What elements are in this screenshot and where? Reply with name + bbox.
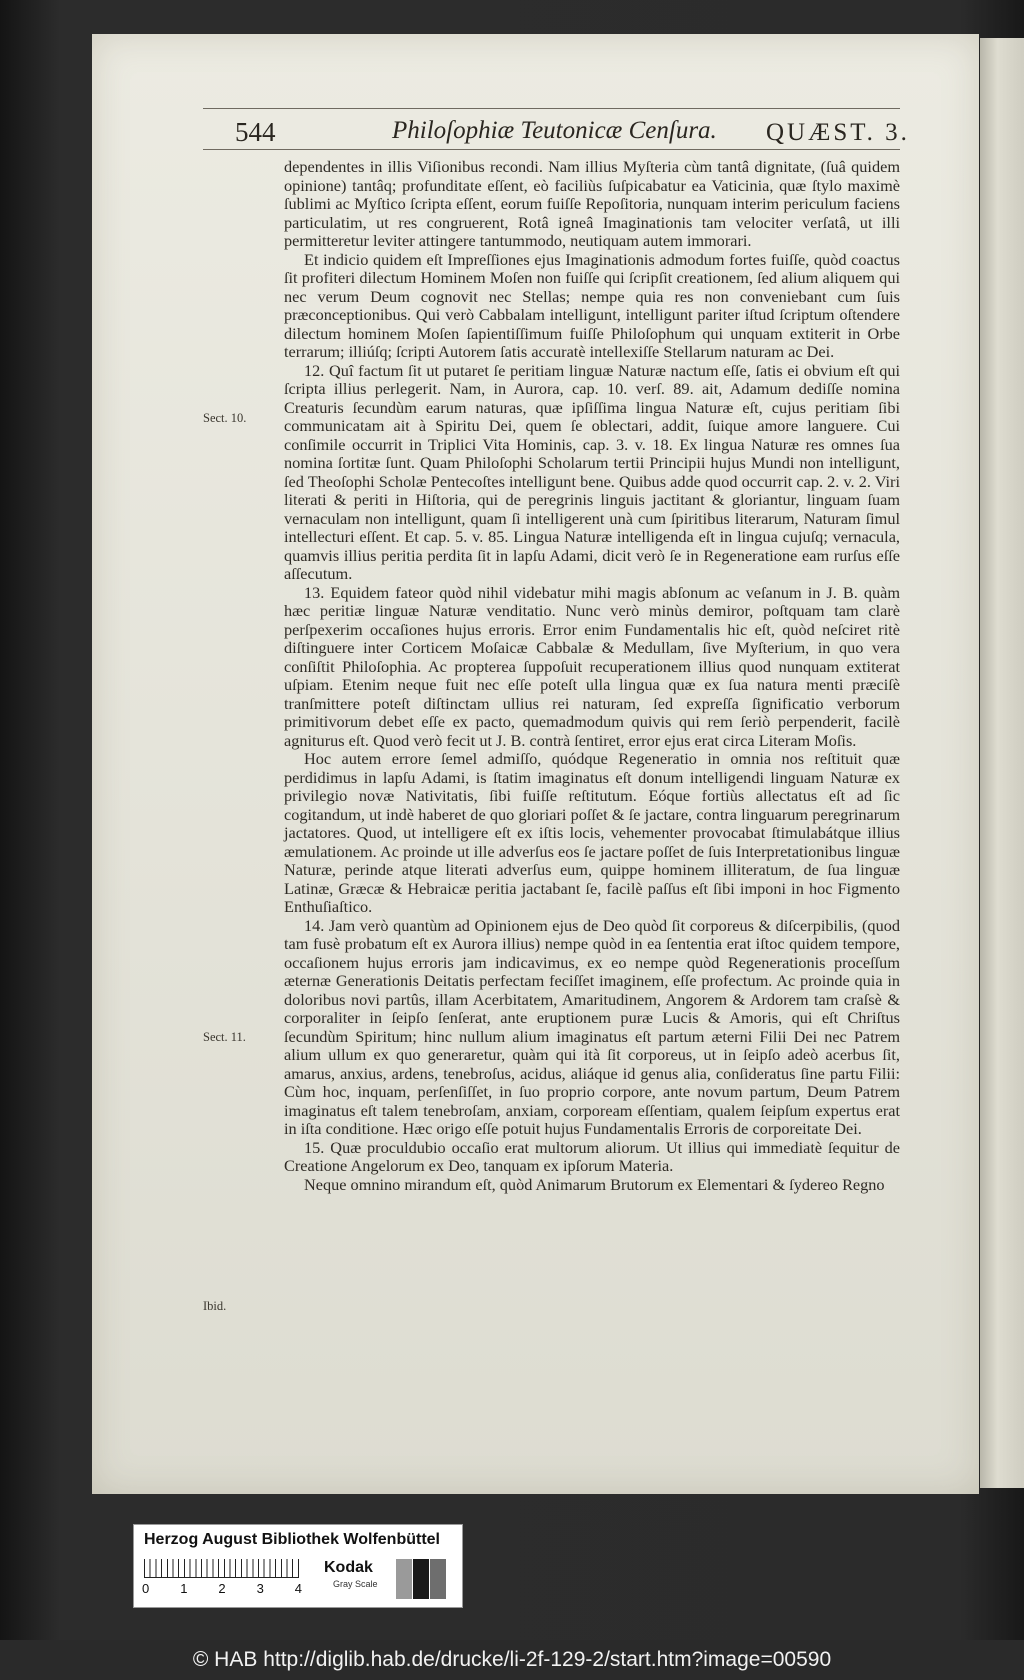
body-text	[284, 158, 900, 1194]
paragraph-impressiones: Et indicio quidem eſt Impreſſiones ejus Imaginationis admodum fortes fuiſſe, quòd coactus ſit profiteri dilectum Hominem Moſen non fuiſſe qui ſcripſit creationem, ſed alium aliquem qui nec verum Deum cognovit nec Stellas; nempe quia res non conveniebant cum ſuis præconceptionibus. Qui verò Cabbalam intelligunt, intelligunt pariter iſtud ſcriptum oſtendere dilectum hominem Moſen ſapientiſſimum fuiſſe Philoſophum qui unquam extiterit in Orbe terrarum; illiúſq; ſcripti Autorem ſatis accuratè intellexiſſe Stellarum naturam ac Dei.	[284, 249, 900, 361]
paragraph-continuation: dependentes in illis Viſionibus recondi. Nam illius Myſteria cùm tantâ dignitate, (ſuâ quidem opinione) tantâq; profunditate eſſent, eò faciliùs ſuſpicabatur ea Vaticinia, quæ ſtylo maximè ſublimi ac Myſtico ſcripta eſſent, eorum fuiſſe Repoſitoria, nunquam interim periculum faciens particulatim, ut res congruerent, Rotâ igneâ Imaginationis tam velociter verſatâ, ut illi permitteretur leviter attingere tantummodo, neutiquam autem immorari.	[284, 157, 900, 250]
copyright-url: © HAB http://diglib.hab.de/drucke/li-2f-129-2/start.htm?image=00590	[192, 1648, 832, 1671]
ruler-number: 0	[142, 1581, 150, 1596]
paragraph-section-15: 15. Quæ proculdubio occaſio erat multorum aliorum. Ut illius qui immediatè ſequitur de Creatione Angelorum ex Deo, tanquam ex ipſorum Materia.	[284, 1137, 900, 1175]
paragraph-section-14: 14. Jam verò quantùm ad Opinionem ejus de Deo quòd ſit corporeus & diſcerpibilis, (quod tam fusè probatum eſt ex Aurora illius) nempe quòd in ea ſententia erat iſtoc quidem tempore, occaſionem hujus erroris jam indicavimus, ex eo nempe quòd Regenerationis proceſſum æternæ Generationis Deitatis perfectam feciſſet imaginem, eſſe profectum. Ac proinde quia in doloribus novi partûs, illam Acerbitatem, Amaritudinem, Angorem & Ardorem tam craſsè & corporaliter in ſeipſo ſenſerat, ante eruptionem puræ Lucis & Amoris, qui eſt Chriſtus ſecundùm Spiritum; hinc nullum alium imaginatus eſt partum æterni Filii Dei nec Patrem alium ullum ex quo generaretur, quàm qui ità ſit corporeus, ut in ſeipſo adeò acerbus ſit, amarus, anxius, ardens, tenebroſus, acidus, aliáque id genus alia, conſideratus ſine partu Filii: Cùm hoc, inquam, perſenſiſſet, in ſuo proprio corpore, ante novum partum, Deum Patrem imaginatus eſt talem tenebroſam, anxiam, corpoream eſſentiam, qualem ſeipſum expertus erat in iſta conditione. Hæc origo eſſe potuit hujus Fundamentalis Erroris de corporeitate Dei.	[284, 915, 900, 1138]
scale-ruler	[144, 1559, 299, 1578]
paragraph-hoc-autem: Hoc autem errore ſemel admiſſo, quódque Regeneratio in omnia nos reſtituit quæ perdidimus in lapſu Adami, is ſtatim imaginatus eſt donum intelligendi linguam Naturæ ex privilegio novæ Nativitatis, ſibi fuiſſe reſtitutum. Eóque fortiùs allectatus eſt ad ſic cogitandum, ut indè haberet de quo gloriari poſſet & ſe jactare, contra linguarum peregrinarum jactatores. Quod, ut intelligere eſt ex iſtis locis, vehementer provocabat ſtimulabátque illius æmulationem. Ac proinde ut ille adverſus eos ſe jactare poſſet de ſuis Interpretationibus linguæ Naturæ, perinde atque literati adverſus eum, quippe hominem illiteratum, de ſua linguæ Latinæ, Græcæ & Hebraicæ peritia jactabant ſe, facilè paſſus eſt ſibi imponi in hoc Figmento Enthuſiaſtico.	[284, 749, 900, 916]
gray-patch-gray	[430, 1559, 446, 1599]
margin-note-sect-10: Sect. 10.	[203, 411, 247, 425]
header-underline	[203, 149, 900, 150]
paragraph-neque-omnino: Neque omnino mirandum eſt, quòd Animarum Brutorum ex Elementari & ſydereo Regno	[304, 1174, 885, 1194]
gray-patch-dark	[413, 1559, 429, 1599]
calibration-title: Herzog August Bibliothek Wolfenbüttel	[144, 1531, 440, 1548]
ruler-number: 1	[180, 1581, 188, 1596]
quest-label: QUÆST. 3.	[766, 119, 910, 146]
ruler-numbers	[142, 1581, 302, 1596]
gray-scale-label: Gray Scale	[333, 1579, 378, 1589]
ruler-number: 4	[294, 1581, 302, 1596]
paragraph-section-12: 12. Quî factum ſit ut putaret ſe peritiam linguæ Naturæ nactum eſſe, ſatis ei obvium eſt qui ſcripta illius perlegerit. Nam, in Aurora, cap. 10. verſ. 89. ait, Adamum dediſſe nomina Creaturis ſecundùm earum naturas, quæ ipſiſſima lingua Naturæ eſt, cujus peritiam ſibi communicatam ait à Spiritu Dei, quem ſe oblectari, addit, ſuique amore languere. Cui conſimile occurrit in Triplici Vita Hominis, cap. 3. v. 18. Ex lingua Naturæ res omnes ſua nomina ſortitæ ſunt. Quam Philoſophi Scholarum tertii Principii hujus Mundi non intelligunt, ſed Theoſophi Scholæ Pentecoſtes intelligunt bene. Quibus adde quod occurrit cap. 2. v. 2. Viri literati & periti in Hiſtoria, qui de peregrinis linguis jactitant & gloriantur, linguam ſuam vernaculam non intelligunt, quam ſi intelligerent unà cum ſpiritibus literarum, Naturam ſimul intellecturi eſſent. Et cap. 5. v. 85. Lingua Naturæ intelligenda eſt in lingua cujuſq; vernacula, quamvis illius peritia perdita ſit in lapſu Adami, dicit verò ſe in Regeneratione eam rurſus eſſe aſſecutum.	[284, 360, 900, 583]
kodak-label: Kodak	[324, 1559, 373, 1576]
facing-page-edge	[980, 38, 1024, 1488]
margin-note-ibid: Ibid.	[203, 1299, 227, 1313]
page-number: 544	[235, 117, 276, 147]
margin-note-sect-11: Sect. 11.	[203, 1030, 246, 1044]
ruler-number: 2	[218, 1581, 226, 1596]
gray-patch-mid	[396, 1559, 412, 1599]
paragraph-section-13: 13. Equidem fateor quòd nihil videbatur mihi magis abſonum ac veſanum in J. B. quàm hæc peritiæ linguæ Naturæ venditatio. Nunc verò minùs demiror, poſtquam tam clarè perſpexerim occaſiones hujus erroris. Error enim Fundamentalis hic eſt, quòd neſciret ritè diſtinguere inter Corticem Moſaicæ Cabbalæ & Medullam, ſive Myſterium, in quo vera conſiſtit Philoſophia. Ac propterea ſuppoſuit recuperationem illius quod nunquam extiterat uſpiam. Etenim neque fuit nec eſſe poteſt ulla lingua quæ ex ſua natura menti præciſè tranſmittere poteſt diſtinctam ullius rei naturam, ſed expreſſa ſignificatio verborum primitivorum debet eſſe ex pacto, quemadmodum quivis qui rem ſeriò perpenderit, facilè agniturus eſt. Quod verò fecit ut J. B. contrà ſentiret, error ejus erat circa Literam Moſis.	[284, 582, 900, 750]
header-rule	[203, 108, 900, 109]
running-title: Philoſophiæ Teutonicæ Cenſura.	[392, 117, 717, 144]
calibration-card	[133, 1524, 463, 1608]
ruler-number: 3	[256, 1581, 264, 1596]
